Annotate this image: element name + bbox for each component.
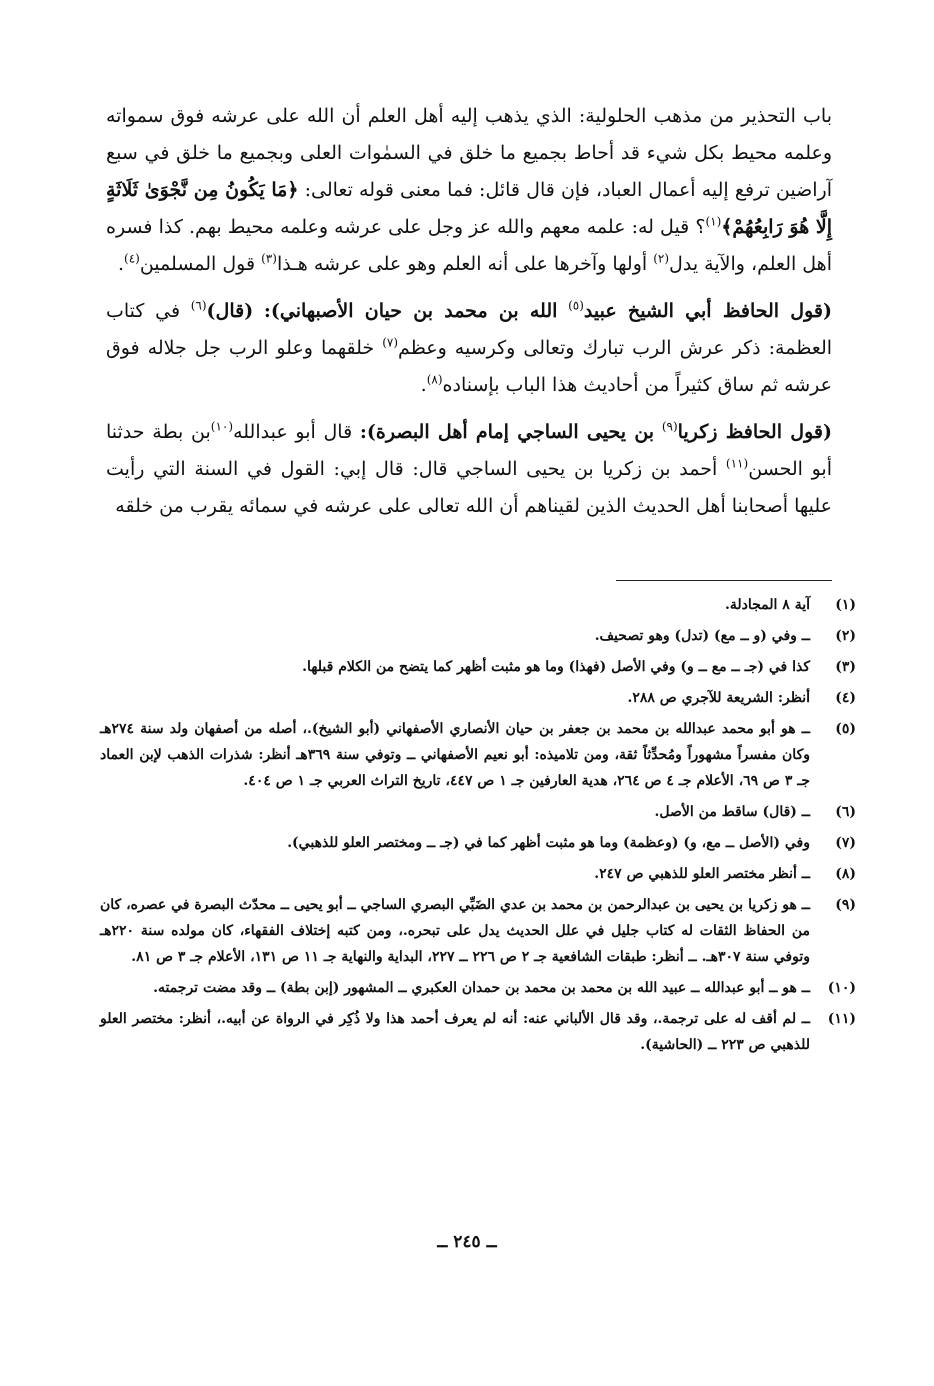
text-segment: في كتاب العظمة: ذكر عرش الرب تبارك وتعالى وكرسيه وعظم <box>106 300 833 359</box>
paragraph-al-saji <box>106 414 832 525</box>
footnote-text: ــ هو ــ أبو عبدالله ــ عبيد الله بن محمد بن محمد بن حمدان العكبري ــ المشهور (إبن بطة) ــ وقد مضت ترجمته. <box>153 980 810 996</box>
footnote-text: ــ أنظر مختصر العلو للذهبي ص ٢٤٧. <box>594 866 810 882</box>
text-segment: باب التحذير من مذهب الحلولية: الذي يذهب إليه أهل العلم أن الله على عرشه فوق سمواته وعلمه محيط بكل شيء قد أحاط بجميع ما خلق في السمٰوات العلى وبجميع ما خلق في سبع آراضين ترفع إليه أعمال العباد، فإن قال قائل: فما معنى قوله تعالى: <box>106 105 832 201</box>
text-segment: قول المسلمين <box>139 253 256 275</box>
footnote-number: (٧) <box>835 835 856 851</box>
section-heading: (قول الحافظ زكريا <box>677 421 832 443</box>
footnote-ref[interactable]: (٦) <box>190 298 207 313</box>
text-segment: . <box>420 374 427 396</box>
footnote-ref[interactable]: (٣) <box>261 251 277 266</box>
text-segment: ؟ قيل له: علمه معهم والله عز وجل على عرشه وعلمه محيط بهم. كذا فسره أهل العلم، والآية يدل <box>106 216 832 275</box>
footnote-number: (١١) <box>827 1011 856 1027</box>
footnote-item <box>100 685 856 711</box>
text-segment: قال أبو عبدالله <box>233 421 353 443</box>
footnote-number: (٢) <box>835 628 856 644</box>
footnote-item <box>100 623 856 649</box>
footnote-ref[interactable]: (٢) <box>653 251 670 266</box>
quran-verse: ﴿مَا يَكُونُ مِن نَّجْوَىٰ ثَلَاثَةٍ إِلَّا هُوَ رَابِعُهُمْ﴾ <box>106 179 832 238</box>
footnote-text: ــ لم أقف له على ترجمة.، وقد قال الألباني عنه: أنه لم يعرف أحمد هذا ولا ذُكِر في الرواة عن أبيه.، أنظر: مختصر العلو للذهبي ص ٢٢٣ ــ (الحاشية). <box>100 1011 810 1053</box>
footnote-item <box>100 975 856 1001</box>
footnote-item <box>100 830 856 856</box>
footnote-text: آية ٨ المجادلة. <box>724 597 810 613</box>
footnote-number: (٩) <box>835 897 856 913</box>
text-segment: . <box>117 253 125 275</box>
footnote-item <box>100 799 856 825</box>
paragraph-hululiyya <box>106 98 832 283</box>
footnote-ref[interactable]: (١١) <box>725 456 749 471</box>
footnote-text: ــ هو زكريا بن يحيى بن عبدالرحمن بن محمد بن عدي الضَبِّي البصري الساجي ــ أبو يحيى ــ محدّث البصرة في عصره، كان من الحفاظ الثقات له كتاب جليل في علل الحديث يدل على تبحره.، ومن كتبه إختلاف الفقهاء، كان مولده سنة ٢٢٠هـ وتوفي سنة ٣٠٧هـ. ــ أنظر: طبقات الشافعية جـ ٢ ص ٢٢٦ ــ ٢٢٧، البداية والنهاية جـ ١١ ص ١٣١، الأعلام جـ ٣ ص ٨١. <box>100 897 810 965</box>
footnote-text: أنظر: الشريعة للآجري ص ٢٨٨. <box>627 690 810 706</box>
footnote-item <box>100 654 856 680</box>
section-heading: الله بن محمد بن حيان الأصبهاني): <box>263 300 558 322</box>
footnote-item <box>100 1006 856 1058</box>
footnote-ref[interactable]: (٥) <box>568 298 584 313</box>
footnote-ref[interactable]: (٤) <box>124 251 140 266</box>
footnote-text: كذا في (جـ ــ مع ــ و) وفي الأصل (فهذا) وما هو مثبت أظهر كما يتضح من الكلام قبلها. <box>302 659 810 675</box>
footnote-ref[interactable]: (٧) <box>382 335 399 350</box>
footnote-text: ــ هو أبو محمد عبدالله بن محمد بن جعفر بن حيان الأنصاري الأصفهاني (أبو الشيخ).، أصله من أصفهان ولد سنة ٢٧٤هـ وكان مفسراً مشهوراً ومُحدِّثاً ثقة، ومن تلاميذه: أبو نعيم الأصفهاني ــ وتوفي سنة ٣٦٩هـ أنظر: شذرات الذهب لإبن العماد جـ ٣ ص ٦٩، الأعلام جـ ٤ ص ٢٦٤، هدية العارفين جـ ١ ص ٤٤٧، تاريخ التراث العربي جـ ١ ص ٤٠٤. <box>100 721 810 789</box>
footnote-ref[interactable]: (١٠) <box>210 419 234 434</box>
page-number: ــ ٢٤٥ ــ <box>437 1232 497 1252</box>
footnote-number: (٤) <box>835 690 856 706</box>
footnote-number: (٣) <box>835 659 856 675</box>
text-segment: خلقهما وعلو الرب جل جلاله فوق عرشه ثم ساق كثيراً من أحاديث هذا الباب بإسناده <box>106 337 832 396</box>
footnote-ref[interactable]: (٩) <box>661 419 678 434</box>
footnotes <box>100 592 856 1063</box>
main-text <box>106 98 832 525</box>
text-segment: أحمد بن زكريا بن يحيى الساجي قال: قال إبي: القول في السنة التي رأيت عليها أصحابنا أهل الحديث الذين لقيناهم أن الله تعالى على عرشه في سمائه يقرب من خلقه <box>106 458 832 517</box>
footnote-number: (١٠) <box>827 980 856 996</box>
text-segment: (قال) <box>206 300 254 322</box>
text-segment: بن بطة حدثنا أبو الحسن <box>106 421 832 480</box>
footnote-divider <box>616 580 832 581</box>
section-heading: (قول الحافظ أبي الشيخ عبيد <box>583 300 832 322</box>
footnote-text: وفي (الأصل ــ مع، و) (وعظمة) وما هو مثبت أظهر كما في (جـ ــ ومختصر العلو للذهبي). <box>287 835 810 851</box>
footnote-ref[interactable]: (٨) <box>426 372 443 387</box>
footnote-text: ــ وفي (و ــ مع) (تدل) وهو تصحيف. <box>594 628 810 644</box>
footnote-item <box>100 592 856 618</box>
footnote-item <box>100 892 856 970</box>
footnote-number: (٥) <box>835 721 856 737</box>
footnote-number: (٦) <box>835 804 856 820</box>
footnote-text: ــ (قال) ساقط من الأصل. <box>654 804 810 820</box>
footnote-item <box>100 861 856 887</box>
footnote-number: (١) <box>835 597 856 613</box>
footnote-ref[interactable]: (١) <box>705 214 722 229</box>
footnote-number: (٨) <box>835 866 856 882</box>
footnote-item <box>100 716 856 794</box>
paragraph-abu-al-shaykh <box>106 293 832 404</box>
section-heading: بن يحيى الساجي إمام أهل البصرة): <box>359 421 655 443</box>
text-segment: أولها وآخرها على أنه العلم وهو على عرشه هـذا <box>276 253 648 275</box>
